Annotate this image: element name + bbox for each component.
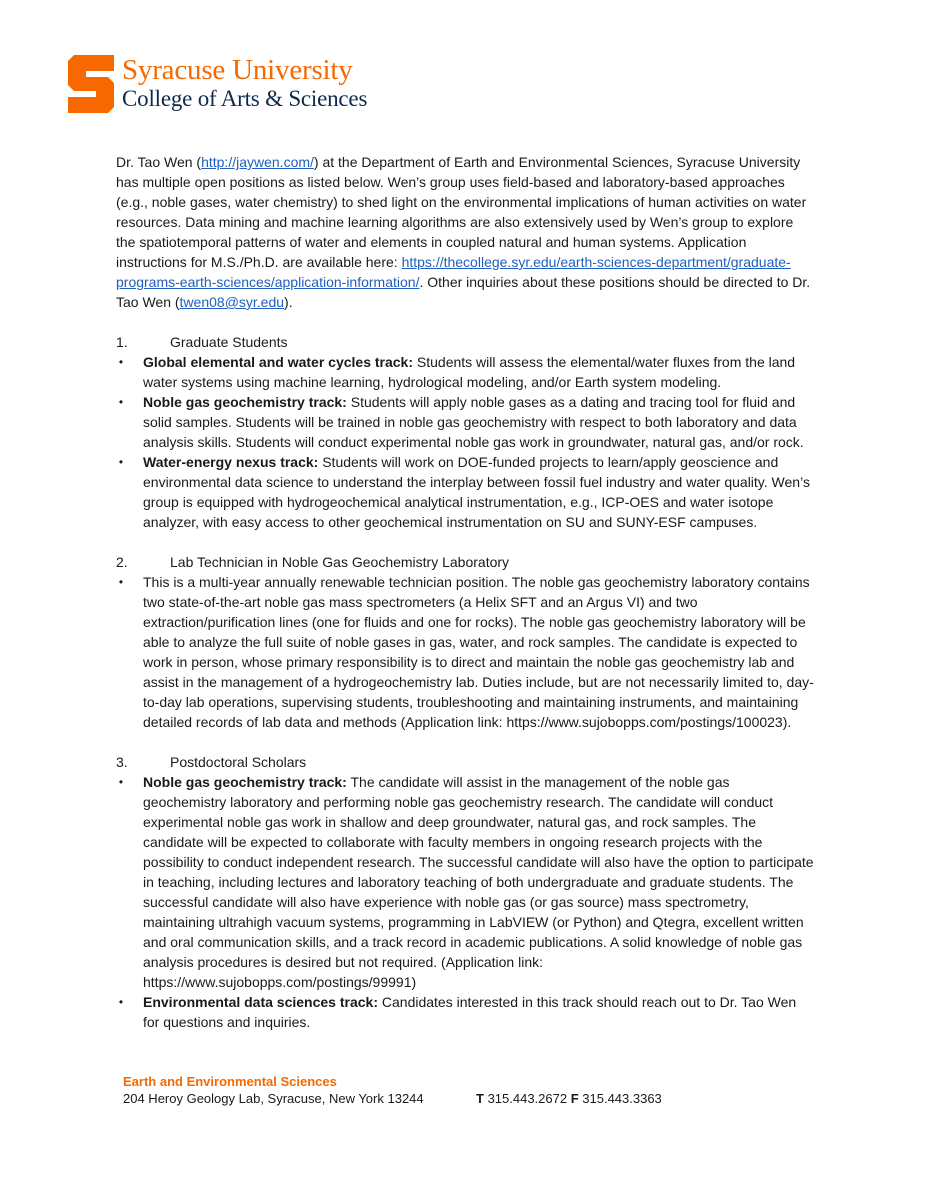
fax-number: 315.443.3363 bbox=[578, 1091, 662, 1106]
phone-label: T bbox=[476, 1091, 484, 1106]
footer-department: Earth and Environmental Sciences bbox=[123, 1074, 337, 1089]
bullet-list bbox=[116, 772, 814, 1032]
application-info-link[interactable]: https://thecollege.syr.edu/earth-sciences-department/graduate-programs-earth-sciences/application-information/ bbox=[116, 254, 791, 290]
section-number: 3. bbox=[116, 754, 128, 770]
intro-paragraph bbox=[116, 152, 814, 312]
bullet-icon: • bbox=[118, 455, 124, 469]
letter-body bbox=[116, 152, 814, 1032]
track-title: Noble gas geochemistry track: bbox=[143, 394, 347, 410]
intro-text: Dr. Tao Wen ( bbox=[116, 154, 202, 170]
track-description: The candidate will assist in the management of the noble gas geochemistry laboratory and performing noble gas geochemistry research. The candidate will conduct experimental noble gas work in shallow and deep groundwater, natural gas, and rock samples. The candidate will be expected to collaborate with faculty members in ongoing research projects with the possibility to conduct independent research. The successful candidate will also have the option to participate in teaching, including lectures and laboratory teaching of both undergraduate and graduate students. The successful candidate will also have experience with noble gas (or gas source) mass spectrometry, maintaining ultrahigh vacuum systems, programming in LabVIEW (or Python) and Qtegra, excellent written and oral communication skills, and a track record in academic publications. A solid knowledge of noble gas analysis procedures is desired but not required. (Application link: https://www.sujobopps.com/postings/99991) bbox=[143, 774, 814, 990]
intro-text: ). bbox=[284, 294, 293, 310]
footer-address: 204 Heroy Geology Lab, Syracuse, New York 13244 bbox=[123, 1091, 424, 1106]
fax-label: F bbox=[570, 1091, 579, 1106]
section-postdoctoral-scholars bbox=[116, 752, 814, 1032]
section-title: Lab Technician in Noble Gas Geochemistry Laboratory bbox=[170, 554, 510, 570]
track-description: Students will apply noble gases as a dating and tracing tool for fluid and solid samples. Students will be trained in noble gas geochemistry with respect to both laboratory and data analysis skills. Students will conduct experimental noble gas work in groundwater, natural gas, and/or rock. bbox=[143, 394, 804, 450]
list-item bbox=[116, 392, 814, 452]
footer-phone-fax bbox=[476, 1090, 662, 1107]
personal-website-link[interactable]: http://jaywen.com/ bbox=[201, 154, 314, 170]
footer-contact-row bbox=[123, 1090, 662, 1107]
bullet-list bbox=[116, 352, 814, 532]
section-graduate-students bbox=[116, 332, 814, 532]
section-number: 1. bbox=[116, 334, 128, 350]
intro-text: . Other inquiries about these positions should be directed to Dr. Tao Wen ( bbox=[116, 274, 811, 310]
logo-university-name: Syracuse University bbox=[122, 54, 353, 86]
track-description: Students will assess the elemental/water fluxes from the land water systems using machine learning, hydrological modeling, and/or Earth system modeling. bbox=[143, 354, 796, 390]
section-heading bbox=[116, 332, 814, 352]
track-title: Water-energy nexus track: bbox=[143, 454, 319, 470]
track-title: Environmental data sciences track: bbox=[143, 994, 378, 1010]
list-item bbox=[116, 352, 814, 392]
section-title: Postdoctoral Scholars bbox=[170, 754, 307, 770]
section-number: 2. bbox=[116, 554, 128, 570]
university-logo bbox=[68, 55, 367, 113]
section-heading bbox=[116, 752, 814, 772]
track-title: Noble gas geochemistry track: bbox=[143, 774, 347, 790]
letterhead-footer bbox=[123, 1073, 662, 1107]
phone-number: 315.443.2672 bbox=[483, 1091, 571, 1106]
position-description: This is a multi-year annually renewable technician position. The noble gas geochemistry laboratory contains two state-of-the-art noble gas mass spectrometers (a Helix SFT and an Argus VI) and two extraction/purification lines (one for fluids and one for rocks). The noble gas geochemistry laboratory will be able to analyze the full suite of noble gases in gas, water, and rock samples. The candidate is expected to work in person, whose primary responsibility is to direct and maintain the noble gas geochemistry lab and assist in the management of a hydrogeochemistry lab. Duties include, but are not necessarily limited to, day-to-day lab operations, supervising students, troubleshooting and maintaining instruments, and maintaining detailed records of lab data and methods (Application link: https://www.sujobopps.com/postings/100023). bbox=[143, 574, 814, 730]
track-description: Candidates interested in this track should reach out to Dr. Tao Wen for questions and inquiries. bbox=[143, 994, 797, 1030]
bullet-list bbox=[116, 572, 814, 732]
section-title: Graduate Students bbox=[170, 334, 288, 350]
list-item bbox=[116, 992, 814, 1032]
section-heading bbox=[116, 552, 814, 572]
list-item bbox=[116, 572, 814, 732]
section-lab-technician bbox=[116, 552, 814, 732]
list-item bbox=[116, 452, 814, 532]
list-item bbox=[116, 772, 814, 992]
track-description: Students will work on DOE-funded projects to learn/apply geoscience and environmental data science to understand the interplay between fossil fuel industry and water quality. Wen’s group is equipped with hydrogeochemical analytical instrumentation, e.g., ICP-OES and water isotope analyzer, with easy access to other geochemical instrumentation on SU and SUNY-ESF campuses. bbox=[143, 454, 810, 530]
email-link[interactable]: twen08@syr.edu bbox=[179, 294, 285, 310]
logo-college-name: College of Arts & Sciences bbox=[122, 86, 368, 111]
bullet-icon: • bbox=[118, 395, 124, 409]
bullet-icon: • bbox=[118, 575, 124, 589]
bullet-icon: • bbox=[118, 995, 124, 1009]
intro-text: ) at the Department of Earth and Environmental Sciences, Syracuse University has multiple open positions as listed below. Wen’s group uses field-based and laboratory-based approaches (e.g., noble gases, water chemistry) to shed light on the environmental implications of human activities on water resources. Data mining and machine learning algorithms are also extensively used by Wen’s group to explore the spatiotemporal patterns of water and elements in coupled natural and human systems. Application instructions for M.S./Ph.D. are available here: bbox=[116, 154, 807, 270]
bullet-icon: • bbox=[118, 355, 124, 369]
block-s-logo-icon bbox=[68, 55, 114, 113]
track-title: Global elemental and water cycles track: bbox=[143, 354, 414, 370]
bullet-icon: • bbox=[118, 775, 124, 789]
